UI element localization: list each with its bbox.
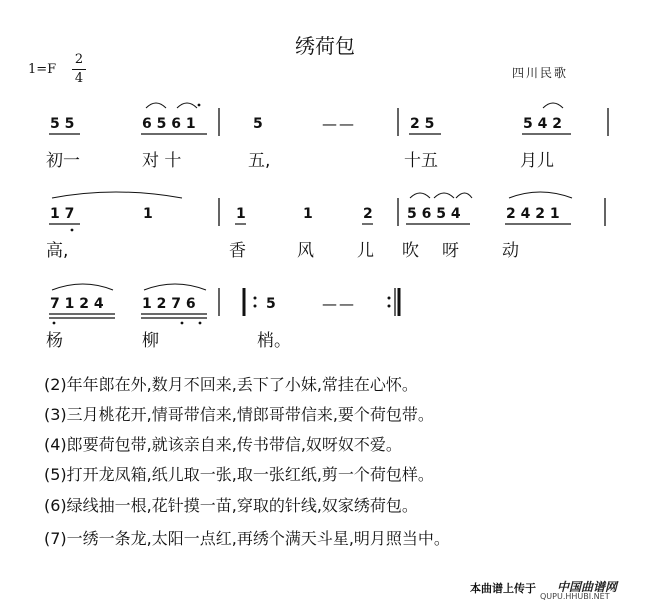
lyric: 五, xyxy=(248,151,271,171)
verse-line: (6)绿线抽一根,花针摸一苗,穿取的针线,奴家绣荷包。 xyxy=(44,496,418,515)
note-group: 5 xyxy=(266,296,276,312)
key-signature: 1=F xyxy=(28,62,57,77)
octave-dot-high xyxy=(198,104,201,107)
slur xyxy=(144,284,206,290)
repeat-dot xyxy=(388,297,391,300)
note-group: 2 5 xyxy=(410,116,435,132)
site-logo[interactable]: 中国曲谱网 xyxy=(557,580,618,594)
song-source: 四川民歌 xyxy=(512,66,569,80)
slur xyxy=(410,193,430,198)
slur xyxy=(509,192,572,198)
note-group: 1 7 xyxy=(50,206,75,222)
lyric: 月儿 xyxy=(520,151,554,171)
note-group: 1 xyxy=(143,206,153,222)
site-url[interactable]: QUPU.HHUBI.NET xyxy=(540,592,610,601)
note-group: 6 5 6 1 xyxy=(142,116,196,132)
repeat-dot xyxy=(254,305,257,308)
lyric: 儿 xyxy=(357,241,374,261)
note-group: 1 xyxy=(303,206,313,222)
note-group: 2 xyxy=(363,206,373,222)
lyric: 风 xyxy=(297,241,314,261)
octave-dot-low xyxy=(199,322,202,325)
verse-line: (2)年年郎在外,数月不回来,丢下了小妹,常挂在心怀。 xyxy=(44,375,418,394)
octave-dot-low xyxy=(53,322,56,325)
lyric: 杨 xyxy=(46,331,63,351)
slur xyxy=(177,103,197,108)
lyric: 呀 xyxy=(442,241,459,261)
lyric: 柳 xyxy=(142,331,159,351)
lyric: 十五 xyxy=(404,151,438,171)
hold-dash: —— xyxy=(322,295,356,313)
verse-line: (7)一绣一条龙,太阳一点红,再绣个满天斗星,明月照当中。 xyxy=(44,529,450,548)
lyric: 吹 xyxy=(402,241,419,261)
hold-dash: —— xyxy=(322,115,356,133)
lyric: 对 十 xyxy=(142,151,182,171)
octave-dot-low xyxy=(71,229,74,232)
slur xyxy=(52,284,113,290)
meter-top: 2 xyxy=(74,52,84,67)
lyric: 香 xyxy=(229,241,246,261)
upload-note: 本曲谱上传于 xyxy=(470,582,536,595)
note-group: 7 1 2 4 xyxy=(50,296,104,312)
slur xyxy=(543,103,563,108)
repeat-dot xyxy=(388,305,391,308)
note-group: 5 4 2 xyxy=(523,116,562,132)
note-group: 1 2 7 6 xyxy=(142,296,196,312)
lyric: 高, xyxy=(46,241,69,261)
note-group: 5 5 xyxy=(50,116,75,132)
verse-line: (4)郎要荷包带,就该亲自来,传书带信,奴呀奴不爱。 xyxy=(44,435,402,454)
note-group: 2 4 2 1 xyxy=(506,206,560,222)
note-group: 1 xyxy=(236,206,246,222)
repeat-dot xyxy=(254,297,257,300)
meter-bottom: 4 xyxy=(74,71,84,86)
verse-line: (3)三月桃花开,情哥带信来,情郎哥带信来,要个荷包带。 xyxy=(44,405,434,424)
slur xyxy=(456,193,472,198)
octave-dot-low xyxy=(181,322,184,325)
lyric: 梢。 xyxy=(257,331,291,351)
song-title: 绣荷包 xyxy=(295,34,355,58)
verse-line: (5)打开龙凤箱,纸儿取一张,取一张红纸,剪一个荷包样。 xyxy=(44,465,434,484)
slur xyxy=(52,192,182,198)
slur xyxy=(146,103,166,108)
note-group: 5 6 5 4 xyxy=(407,206,461,222)
lyric: 动 xyxy=(502,241,519,261)
note-group: 5 xyxy=(253,116,263,132)
lyric: 初一 xyxy=(46,151,80,171)
slur xyxy=(434,193,454,198)
